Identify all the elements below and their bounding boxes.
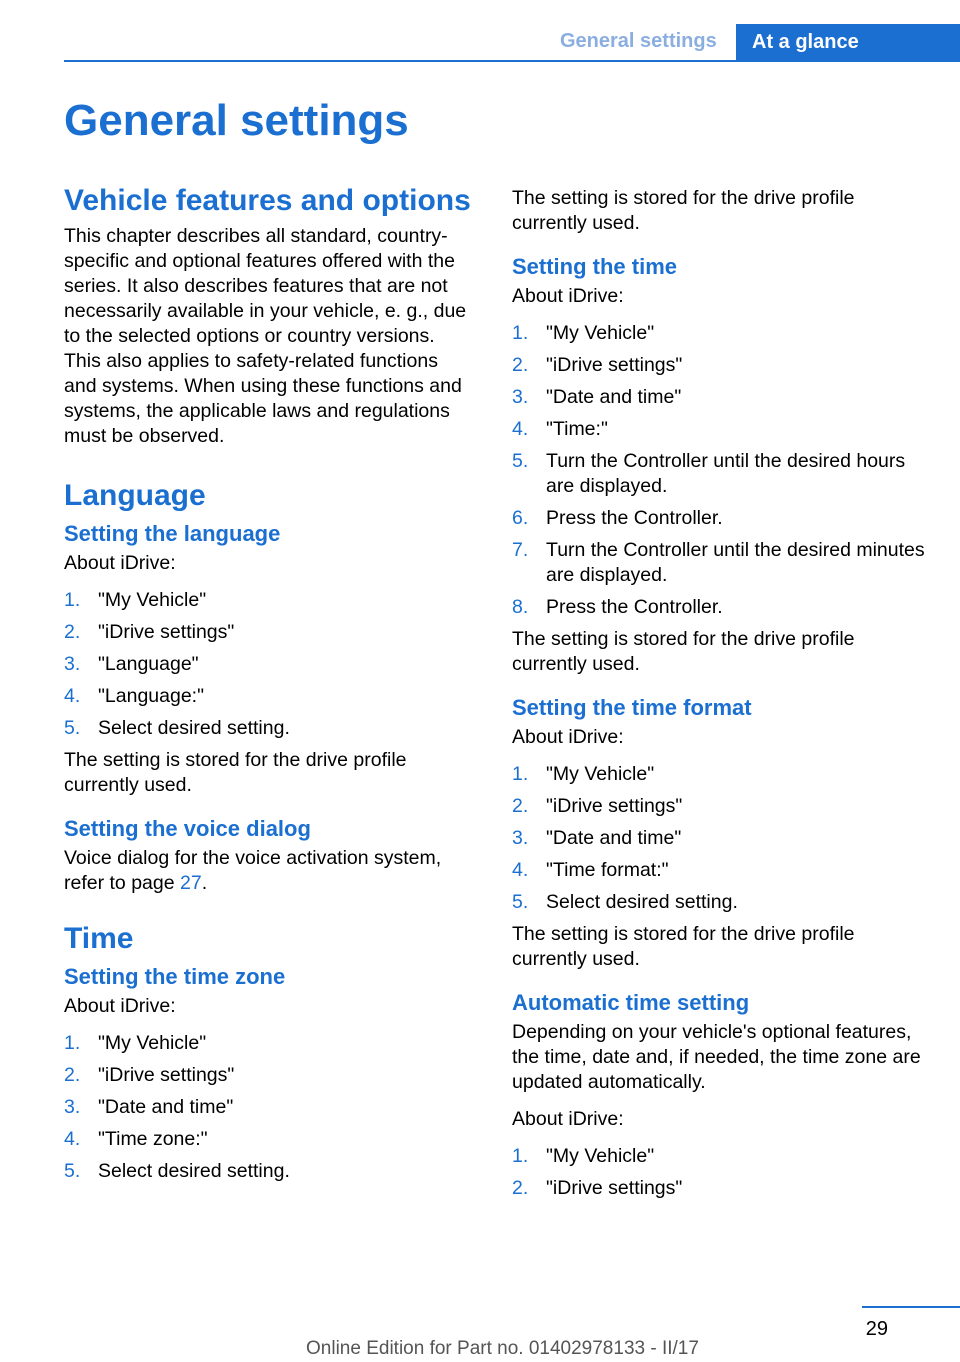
list-item [512,353,932,378]
step-number: 3. [512,386,529,408]
footer-divider [862,1306,960,1308]
set-time-steps-list [512,321,932,620]
step-text: Select desired setting. [98,717,290,739]
step-number: 1. [64,589,81,611]
time-zone-storage-note: The setting is stored for the drive profile currently used. [512,187,855,234]
step-number: 3. [64,653,81,675]
list-item [64,588,474,613]
step-text: "My Vehicle" [546,763,655,785]
step-number: 6. [512,507,529,529]
step-number: 3. [512,827,529,849]
vehicle-features-intro: This chapter describes all standard, country-specific and optional features offered with the series. It also describes features that are not necessarily available in your vehicle, e. g., due to the selected options or country versions. This also applies to safety-related functions and systems. When using these functions and systems, the applicable laws and regulations must be observed. [64,225,467,447]
step-text: "Time zone:" [98,1128,208,1150]
list-item [64,620,474,645]
list-item [512,762,932,787]
set-time-storage-note: The setting is stored for the drive profile currently used. [512,628,855,675]
step-number: 1. [512,1145,529,1167]
step-number: 2. [512,1177,529,1199]
step-number: 5. [512,450,529,472]
step-text: "iDrive settings" [546,795,683,817]
list-item [512,385,932,410]
list-item [64,1095,474,1120]
step-text: Select desired setting. [98,1160,290,1182]
time-format-steps-list [512,762,932,915]
list-item [64,1159,474,1184]
time-zone-heading: Setting the time zone [64,964,286,989]
step-number: 4. [64,1128,81,1150]
language-steps-list [64,588,474,741]
step-text: "Time:" [546,418,608,440]
step-number: 1. [512,763,529,785]
step-text: "iDrive settings" [546,1177,683,1199]
voice-dialog-text [64,846,474,896]
list-item [64,652,474,677]
step-number: 2. [64,1064,81,1086]
step-text: "Date and time" [98,1096,234,1118]
left-column [64,184,474,1191]
about-idrive-label: About iDrive: [512,1108,624,1130]
automatic-time-steps-list [512,1144,932,1201]
voice-dialog-body: Voice dialog for the voice activation system, refer to page [64,847,442,894]
list-item [512,506,932,531]
step-text: "Time format:" [546,859,669,881]
step-number: 5. [64,1160,81,1182]
about-idrive-label: About iDrive: [64,552,176,574]
step-number: 8. [512,596,529,618]
setting-language-heading: Setting the language [64,521,281,546]
time-zone-steps-list [64,1031,474,1184]
list-item [64,684,474,709]
step-number: 2. [512,354,529,376]
header-chapter-tab[interactable]: At a glance [736,24,960,62]
step-text: Press the Controller. [546,507,723,529]
page-reference-link[interactable]: 27 [180,872,202,894]
header-divider [64,60,960,62]
setting-time-heading: Setting the time [512,254,678,279]
step-number: 5. [64,717,81,739]
time-format-heading: Setting the time format [512,695,752,720]
list-item [512,449,932,499]
step-number: 4. [512,859,529,881]
step-text: Select desired setting. [546,891,738,913]
step-text: Press the Controller. [546,596,723,618]
list-item [512,826,932,851]
about-idrive-label: About iDrive: [512,726,624,748]
step-text: "iDrive settings" [98,621,235,643]
list-item [512,794,932,819]
time-heading: Time [64,922,134,955]
list-item [64,1031,474,1056]
page-number: 29 [865,1318,888,1340]
step-number: 7. [512,539,529,561]
step-number: 4. [64,685,81,707]
header-section-label: General settings [560,30,717,52]
step-text: "iDrive settings" [98,1064,235,1086]
step-text: "My Vehicle" [546,322,655,344]
right-column [512,186,932,1208]
step-text: Turn the Controller until the desired minutes are displayed. [546,539,925,586]
list-item [64,716,474,741]
list-item [64,1127,474,1152]
step-text: "iDrive settings" [546,354,683,376]
voice-dialog-heading: Setting the voice dialog [64,816,311,841]
step-text: "Date and time" [546,827,682,849]
list-item [512,1176,932,1201]
step-number: 4. [512,418,529,440]
about-idrive-label: About iDrive: [64,995,176,1017]
page-title: General settings [64,96,409,145]
list-item [64,1063,474,1088]
list-item [512,858,932,883]
step-text: Turn the Controller until the desired hours are displayed. [546,450,906,497]
step-number: 2. [512,795,529,817]
language-heading: Language [64,479,206,512]
step-number: 1. [512,322,529,344]
voice-dialog-suffix: . [201,872,208,894]
list-item [512,595,932,620]
step-text: "Language:" [98,685,205,707]
step-text: "My Vehicle" [98,589,207,611]
step-number: 2. [64,621,81,643]
automatic-time-text: Depending on your vehicle's optional features, the time, date and, if needed, the time zone are updated automatically. [512,1021,921,1093]
step-text: "My Vehicle" [98,1032,207,1054]
vehicle-features-heading: Vehicle features and options [64,184,471,217]
step-number: 1. [64,1032,81,1054]
edition-footer: Online Edition for Part no. 01402978133 - II/17 [306,1338,699,1359]
step-text: "Date and time" [546,386,682,408]
step-number: 5. [512,891,529,913]
language-storage-note: The setting is stored for the drive profile currently used. [64,749,407,796]
list-item [512,321,932,346]
automatic-time-heading: Automatic time setting [512,990,750,1015]
about-idrive-label: About iDrive: [512,285,624,307]
step-text: "Language" [98,653,199,675]
list-item [512,538,932,588]
time-format-storage-note: The setting is stored for the drive profile currently used. [512,923,855,970]
list-item [512,1144,932,1169]
list-item [512,417,932,442]
step-text: "My Vehicle" [546,1145,655,1167]
list-item [512,890,932,915]
step-number: 3. [64,1096,81,1118]
